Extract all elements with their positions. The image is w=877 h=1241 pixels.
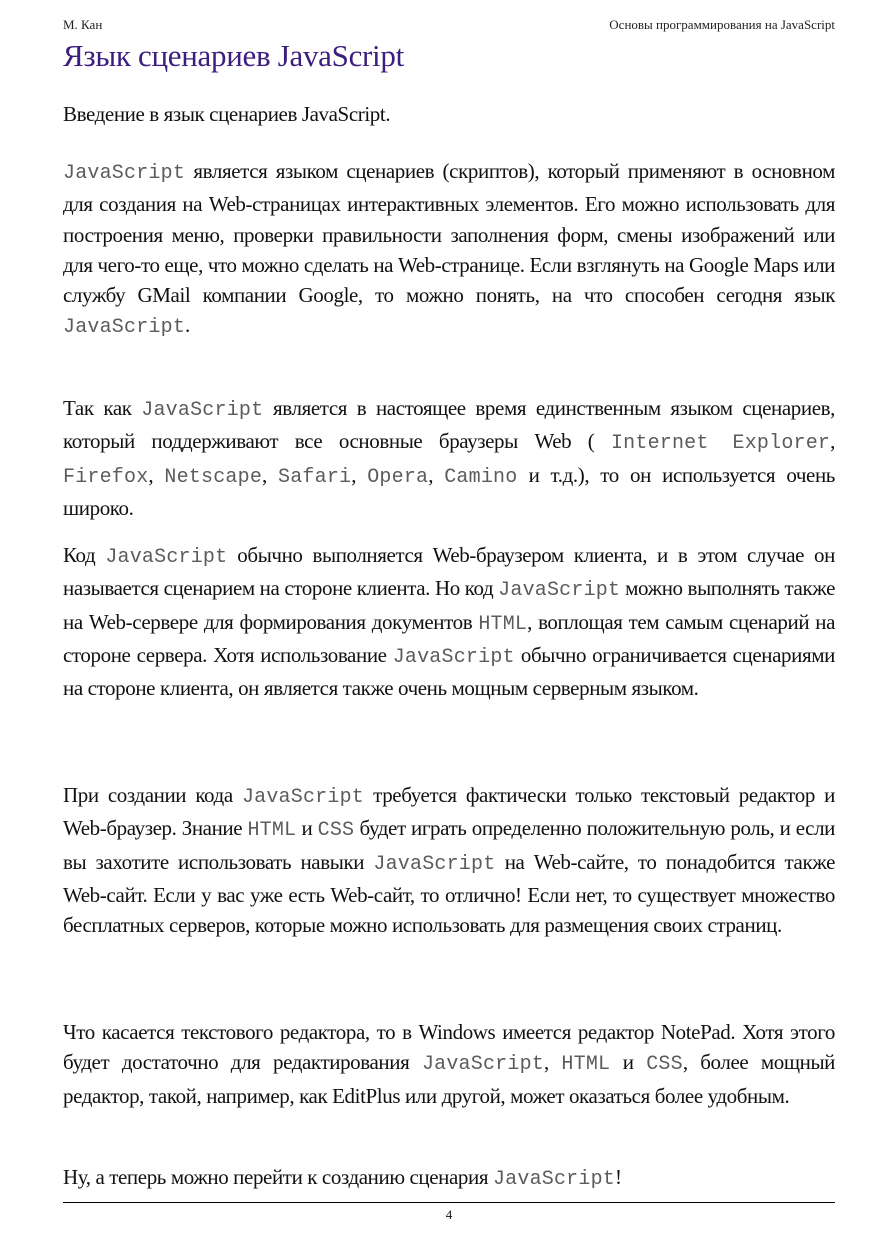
code-term: Firefox (63, 465, 149, 489)
text-run: будет играть определенно положительную роль, и если вы захотите использовать навыки (63, 816, 835, 874)
footer-divider (63, 1202, 835, 1203)
code-term: Safari (278, 465, 352, 489)
text-run: Что касается текстового редактора, то в Windows имеется редактор NotePad. Хотя этого будет достаточно для редактирования (63, 1020, 835, 1075)
document-page (63, 0, 835, 1241)
text-run: Так как (63, 396, 142, 420)
chapter-title: Язык сценариев JavaScript (63, 38, 404, 73)
text-run: является языком сценариев (скриптов), который применяют в основном для создания на Web-страницах интерактивных элементов. Его можно использовать для построения меню, проверки правильности заполнения форм, смены изображений или для чего-то еще, что можно сделать на Web-странице. Если взглянуть на Google Maps или службу GMail компании Google, то можно понять, на что способен сегодня язык (63, 159, 835, 308)
code-term: HTML (478, 612, 528, 636)
separator: , (830, 429, 835, 454)
code-term: HTML (247, 819, 297, 843)
intro-paragraph: Введение в язык сценариев JavaScript. (63, 102, 391, 126)
code-term: JavaScript (373, 852, 496, 876)
paragraph-3 (63, 540, 835, 703)
code-term: Internet Explorer (610, 432, 831, 456)
text-run: Ну, а теперь можно перейти к созданию сценария (63, 1165, 493, 1189)
paragraph-2 (63, 393, 835, 523)
text-run: является в настоящее время единственным языком сценариев, который поддерживают все основные браузеры Web ( (63, 396, 835, 454)
code-term: JavaScript (498, 579, 621, 603)
separator: , (543, 1050, 562, 1075)
separator: , (351, 462, 368, 487)
text-run: При создании кода (63, 783, 242, 807)
code-term: Opera (367, 465, 429, 489)
text-run: и т.д.), то он используется очень широко. (63, 462, 835, 520)
text-run: , воплощая тем самым сценарий на стороне сервера. Хотя использование (63, 609, 836, 667)
code-term: HTML (561, 1053, 611, 1077)
text-run: обычно ограничивается сценариями на стороне клиента, он является также очень мощным серверным языком. (63, 642, 835, 701)
code-term: CSS (646, 1053, 683, 1077)
code-term: JavaScript (105, 546, 228, 569)
paragraph-4 (63, 780, 835, 940)
running-header (63, 17, 835, 35)
page-number: 4 (445, 1207, 453, 1222)
header-book-title: Основы программирования на JavaScript (609, 17, 835, 32)
text-run: на Web-сайте, то понадобится также Web-сайт. Если у вас уже есть Web-сайт, то отлично! Если нет, то существует множество бесплатных серверов, которые можно использовать для размещения своих страниц. (63, 849, 835, 938)
code-term: JavaScript (141, 399, 264, 422)
code-term: Netscape (164, 465, 263, 489)
text-run: ! (615, 1165, 622, 1189)
text-run: требуется фактически только текстовый редактор и Web-браузер. Знание (63, 783, 835, 841)
code-term: JavaScript (241, 786, 364, 809)
text-run: Код (63, 543, 106, 567)
paragraph-6 (63, 1162, 835, 1195)
paragraph-5 (63, 1017, 835, 1111)
code-term: JavaScript (63, 162, 186, 185)
text-run: , более мощный редактор, такой, например, как EditPlus или другой, может оказаться более удобным. (63, 1050, 835, 1108)
text-run: обычно выполняется Web-браузером клиента, и в этом случае он называется сценарием на стороне клиента. Но код (63, 543, 835, 601)
text-run: можно выполнять также на Web-сервере для формирования документов (63, 576, 835, 634)
code-term: CSS (317, 819, 355, 843)
text-run: и (610, 1050, 647, 1075)
text-run: . (185, 313, 190, 338)
separator: , (262, 462, 279, 487)
code-term: JavaScript (392, 645, 515, 669)
code-term: JavaScript (421, 1053, 544, 1077)
header-author: М. Кан (63, 17, 103, 32)
separator: , (148, 462, 165, 487)
separator: , (428, 462, 445, 487)
paragraph-1 (63, 156, 835, 344)
text-run: и (296, 816, 318, 841)
code-term: JavaScript (63, 316, 186, 340)
code-term: JavaScript (492, 1168, 615, 1191)
code-term: Camino (444, 465, 518, 489)
